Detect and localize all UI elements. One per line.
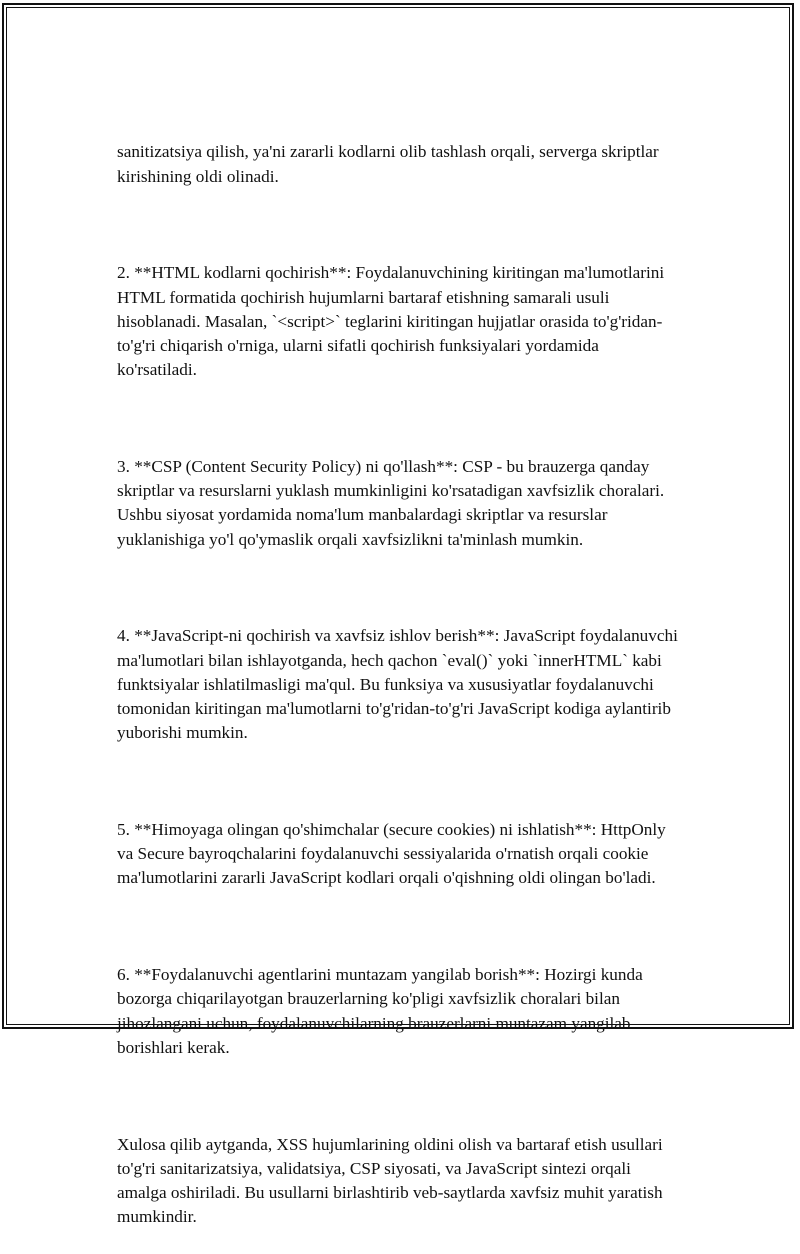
paragraph-html-escaping: 2. **HTML kodlarni qochirish**: Foydalanuvchining kiritingan ma'lumotlarini HTML formatida qochirish hujumlarni bartaraf etishning samarali usuli hisoblanadi. Masalan, `<script>` teglarini kiritingan hujjatlar orasida to'g'ridan-to'g'ri chiqarish o'rniga, ularni sifatli qochirish funksiyalari yordamida ko'rsatiladi. xyxy=(117,263,669,380)
paragraph-update-agents: 6. **Foydalanuvchi agentlarini muntazam yangilab borish**: Hozirgi kunda bozorga chiqarilayotgan brauzerlarning ko'pligi xavfsizlik choralari bilan jihozlangani uchun, foydalanuvchilarning brauzerlarni muntazam yangilab borishlari kerak. xyxy=(117,965,647,1057)
paragraph-intro-continuation: sanitizatsiya qilish, ya'ni zararli kodlarni olib tashlash orqali, serverga skriptlar kirishining oldi olinadi. xyxy=(117,142,663,186)
paragraph-javascript-escaping: 4. **JavaScript-ni qochirish va xavfsiz ishlov berish**: JavaScript foydalanuvchi ma'lumotlari bilan ishlayotganda, hech qachon `eval()` yoki `innerHTML` kabi funktsiyalar ishlatilmasligi ma'qul. Bu funksiya va xususiyatlar foydalanuvchi tomonidan kiritingan ma'lumotlarni to'g'ridan-to'g'ri JavaScript kodiga aylantirib yuborishi mumkin. xyxy=(117,626,683,743)
paragraph-conclusion: Xulosa qilib aytganda, XSS hujumlarining oldini olish va bartaraf etish usullari to'g'ri sanitarizatsiya, validatsiya, CSP siyosati, va JavaScript sintezi orqali amalga oshiriladi. Bu usullarni birlashtirib veb-saytlarda xavfsiz muhit yaratish mumkindir. xyxy=(117,1134,667,1227)
paragraph-secure-cookies: 5. **Himoyaga olingan qo'shimchalar (secure cookies) ni ishlatish**: HttpOnly va Secure bayroqchalarini foydalanuvchi sessiyalarida o'rnatish orqali cookie ma'lumotlarini zararli JavaScript kodlari orqali o'qishning oldi olingan bo'ladi. xyxy=(117,820,670,888)
document-body xyxy=(117,92,682,1254)
paragraph-csp: 3. **CSP (Content Security Policy) ni qo'llash**: CSP - bu brauzerga qanday skriptlar va resurslarni yuklash mumkinligini ko'rsatadigan xavfsizlik choralari. Ushbu siyosat yordamida noma'lum manbalardagi skriptlar va resurslar yuklanishiga yo'l qo'ymaslik orqali xavfsizlikni ta'minlash mumkin. xyxy=(117,457,669,549)
